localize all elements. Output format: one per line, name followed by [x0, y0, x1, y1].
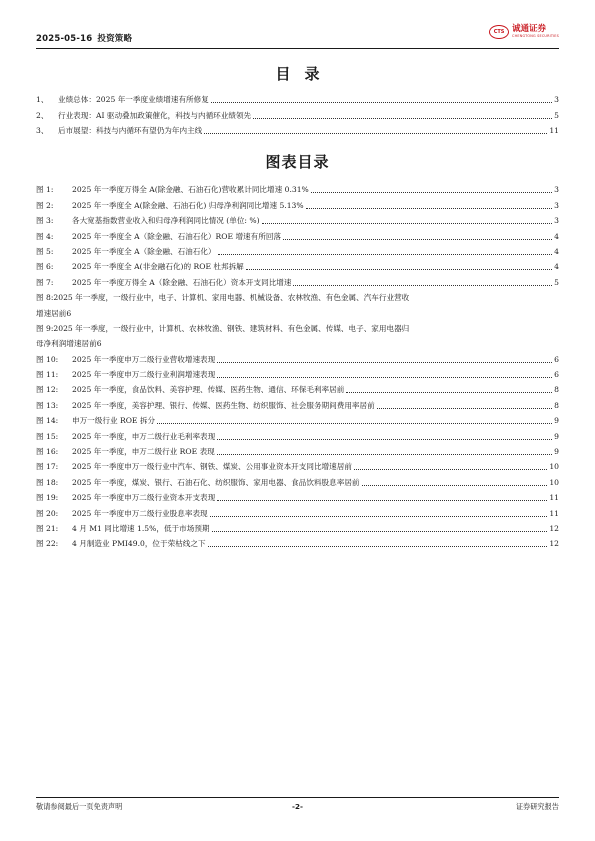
chart-toc-item[interactable] [36, 426, 559, 441]
page-footer [36, 802, 559, 814]
chart-toc-item-text: 2025 年一季度申万二级行业股息率表现 [72, 508, 208, 518]
chart-toc-item[interactable] [36, 257, 559, 272]
chart-toc-item[interactable] [36, 472, 559, 487]
chart-toc-item-number: 图 18: [36, 477, 59, 487]
footer-divider [36, 797, 559, 798]
chart-toc-item-page: 4 [554, 262, 559, 272]
toc-item[interactable] [36, 90, 559, 105]
chart-toc-item-number: 图 1: [36, 185, 54, 195]
chart-toc-item-line1 [36, 288, 559, 303]
chart-toc-item-text: 2025 年一季度，一级行业中，计算机、农林牧渔、钢铁、建筑材料、有色金属、传媒、电子、家用电器归 [53, 323, 410, 333]
chart-toc-item[interactable] [36, 288, 559, 319]
chart-toc-item-page: 5 [554, 277, 559, 287]
chart-toc-item[interactable] [36, 395, 559, 410]
toc-item[interactable] [36, 121, 559, 136]
page-number: -2- [292, 802, 303, 811]
chart-toc-item-leader [311, 192, 552, 193]
report-date: 2025-05-16 [36, 34, 93, 44]
chart-toc-item-text: 各大宽基指数营业收入和归母净利润同比情况 (单位: %) [72, 216, 260, 226]
chart-toc-item-text: 2025 年一季度申万一级行业中汽车、钢铁、煤炭、公用事业资本开支同比增速居前 [72, 462, 352, 472]
chart-toc-item-number: 图 20: [36, 508, 59, 518]
chart-toc-item-text: 2025 年一季度，美容护理、银行、传媒、医药生物、纺织服饰、社会服务期间费用率居前 [72, 400, 375, 410]
chart-toc-item-leader [217, 439, 552, 440]
chart-toc-item-page: 11 [549, 493, 559, 503]
chart-toc-item-leader [157, 423, 552, 424]
chart-toc-item-page: 12 [549, 523, 559, 533]
chart-toc-item-text: 2025 年一季度，一级行业中，电子、计算机、家用电器、机械设备、农林牧渔、有色金属、汽车行业营收 [53, 293, 410, 303]
chart-toc-item-number: 图 21: [36, 523, 59, 533]
chart-toc-item-text: 2025 年一季度万得全 A（除金融、石油石化）资本开支同比增速 [72, 277, 292, 287]
chart-toc-item[interactable] [36, 195, 559, 210]
chart-toc-item-leader [354, 469, 547, 470]
chart-toc-item[interactable] [36, 503, 559, 518]
chart-toc-item-text: 2025 年一季度，煤炭、银行、石油石化、纺织服饰、家用电器、食品饮料股息率居前 [72, 477, 360, 487]
chart-toc-item-page: 4 [554, 231, 559, 241]
chart-toc-item-text: 2025 年一季度全 A(除金融、石油石化) 归母净利润同比增速 5.13% [72, 200, 304, 210]
chart-toc-item[interactable] [36, 349, 559, 364]
chart-toc-item-text: 2025 年一季度申万二级行业利润增速表现 [72, 370, 216, 380]
chart-toc-item-leader [218, 254, 553, 255]
chart-toc-item[interactable] [36, 411, 559, 426]
chart-toc-item[interactable] [36, 226, 559, 241]
chart-toc-item-text: 2025 年一季度申万二级行业营收增速表现 [72, 354, 216, 364]
chart-toc-item-page: 3 [554, 185, 559, 195]
chart-toc-item[interactable] [36, 319, 559, 350]
chart-toc-item-leader [262, 223, 553, 224]
chart-toc-item-text: 2025 年一季度，食品饮料、美容护理、传媒、医药生物、通信、环保毛利率居前 [72, 385, 345, 395]
chart-toc-item-number: 图 12: [36, 385, 59, 395]
chart-toc-item-page: 12 [549, 539, 559, 549]
chart-toc-item-number: 图 16: [36, 447, 59, 457]
toc-item-text: 后市展望：科技与内循环有望仍为年内主线 [58, 126, 203, 136]
chart-toc-item-page: 11 [549, 508, 559, 518]
toc-item-leader [204, 133, 547, 134]
chart-toc-item-number: 图 22: [36, 539, 59, 549]
chart-toc-item-number: 图 15: [36, 431, 59, 441]
chart-toc-item[interactable] [36, 457, 559, 472]
chart-toc-item[interactable] [36, 272, 559, 287]
chart-toc-item[interactable] [36, 211, 559, 226]
chart-toc-item-page: 8 [554, 400, 559, 410]
chart-toc-item-text: 2025 年一季度全 A(非金融石化)的 ROE 杜邦拆解 [72, 262, 244, 272]
chart-toc-item-number: 图 9: [36, 323, 54, 333]
chart-toc-item-page: 9 [554, 416, 559, 426]
chart-toc-item-text-cont: 增速居前 [36, 308, 67, 318]
chart-toc-item[interactable] [36, 442, 559, 457]
toc-item-page: 11 [549, 126, 559, 136]
chart-toc-item-page: 6 [96, 339, 102, 349]
chart-toc-item-leader [217, 454, 552, 455]
logo-name-en: CHENGTONG SECURITIES [512, 34, 559, 38]
chart-toc-item-line2 [36, 303, 559, 318]
chart-toc-item[interactable] [36, 534, 559, 549]
toc-item-leader [253, 118, 552, 119]
chart-toc-item-number: 图 14: [36, 416, 59, 426]
chart-toc-item-text: 2025 年一季度万得全 A(除金融、石油石化)营收累计同比增速 0.31% [72, 185, 309, 195]
chart-toc-item[interactable] [36, 242, 559, 257]
chart-toc-item-text: 2025 年一季度全 A（除金融、石油石化）ROE 增速有所回落 [72, 231, 282, 241]
header-divider [36, 48, 559, 49]
toc-item-page: 3 [554, 95, 559, 105]
chart-toc-item-text: 2025 年一季度，申万二级行业毛利率表现 [72, 431, 216, 441]
toc-item[interactable] [36, 105, 559, 120]
chart-toc-item-line1 [36, 319, 559, 334]
chart-toc-item-leader [346, 392, 552, 393]
chart-toc-item-page: 8 [554, 385, 559, 395]
toc-item-leader [211, 102, 552, 103]
chart-toc-item-number: 图 2: [36, 200, 54, 210]
chart-toc-item-text: 2025 年一季度，申万二级行业 ROE 表现 [72, 447, 215, 457]
chart-toc-item[interactable] [36, 380, 559, 395]
chart-toc-item-text: 2025 年一季度申万二级行业资本开支表现 [72, 493, 216, 503]
report-category: 投资策略 [97, 34, 133, 44]
footer-disclaimer: 敬请参阅最后一页免责声明 [36, 802, 123, 811]
chart-toc-item-leader [217, 362, 552, 363]
chart-toc-item-number: 图 13: [36, 400, 59, 410]
chart-toc-item-number: 图 8: [36, 293, 54, 303]
chart-toc-item[interactable] [36, 488, 559, 503]
toc-item-text: 行业表现：AI 驱动叠加政策催化，科技与内循环业绩领先 [58, 110, 252, 120]
page-header [36, 24, 559, 48]
chart-toc-item-leader [217, 377, 552, 378]
chart-toc-item-leader [246, 269, 552, 270]
chart-toc-item-leader [306, 208, 553, 209]
chart-toc-item-number: 图 6: [36, 262, 54, 272]
chart-toc-item-number: 图 3: [36, 216, 54, 226]
chart-toc-item-text: 4 月制造业 PMI49.0，位于荣枯线之下 [72, 539, 206, 549]
chart-toc-item[interactable] [36, 180, 559, 195]
logo-mark-icon: CTS [489, 25, 509, 39]
header-meta [36, 32, 132, 44]
chart-toc-item-page: 9 [554, 447, 559, 457]
chart-toc-item-leader [212, 531, 548, 532]
chart-toc-item-page: 6 [554, 354, 559, 364]
chart-toc-item-page: 3 [554, 200, 559, 210]
chart-toc-item-leader [283, 239, 552, 240]
chart-toc-item-leader [217, 500, 547, 501]
chart-toc-item-page: 3 [554, 216, 559, 226]
chart-toc-item-text: 4 月 M1 同比增速 1.5%，低于市场预期 [72, 523, 210, 533]
chart-toc-item-text-cont: 母净利润增速居前 [36, 339, 97, 349]
company-logo [489, 24, 559, 39]
chart-toc-item-page: 10 [549, 477, 559, 487]
chart-toc-item-leader [377, 408, 552, 409]
chart-toc-item-page: 10 [549, 462, 559, 472]
chart-toc-item-page: 6 [554, 370, 559, 380]
chart-toc-item-page: 4 [554, 246, 559, 256]
toc-item-number: 1、 [36, 95, 49, 105]
logo-name-cn: 诚通证券 [512, 24, 547, 34]
toc-item-page: 5 [554, 110, 559, 120]
chart-toc-item-number: 图 10: [36, 354, 59, 364]
toc-item-text: 业绩总体：2025 年一季度业绩增速有所修复 [58, 95, 209, 105]
chart-toc-title: 图表目录 [265, 153, 330, 171]
chart-toc-item-number: 图 7: [36, 277, 54, 287]
chart-toc-item-line2 [36, 334, 559, 349]
chart-toc-item-leader [293, 285, 552, 286]
toc-item-number: 2、 [36, 110, 49, 120]
chart-toc-item[interactable] [36, 519, 559, 534]
chart-toc-item-number: 图 19: [36, 493, 59, 503]
footer-report-type: 证券研究报告 [515, 802, 559, 811]
chart-toc-item-page: 6 [66, 308, 72, 318]
chart-toc-item-text: 申万一级行业 ROE 拆分 [72, 416, 156, 426]
chart-toc-item-page: 9 [554, 431, 559, 441]
chart-toc-item-text: 2025 年一季度全 A（除金融、石油石化） [72, 246, 216, 256]
chart-toc-item[interactable] [36, 365, 559, 380]
toc-item-number: 3、 [36, 126, 49, 136]
chart-toc-item-leader [210, 516, 548, 517]
chart-toc-item-number: 图 17: [36, 462, 59, 472]
chart-toc-item-number: 图 4: [36, 231, 54, 241]
chart-toc-list [36, 180, 559, 549]
toc-list [36, 90, 559, 136]
toc-title: 目录 [275, 65, 334, 83]
chart-toc-item-leader [208, 546, 548, 547]
chart-toc-item-number: 图 11: [36, 370, 59, 380]
chart-toc-item-number: 图 5: [36, 246, 54, 256]
chart-toc-item-leader [362, 485, 548, 486]
